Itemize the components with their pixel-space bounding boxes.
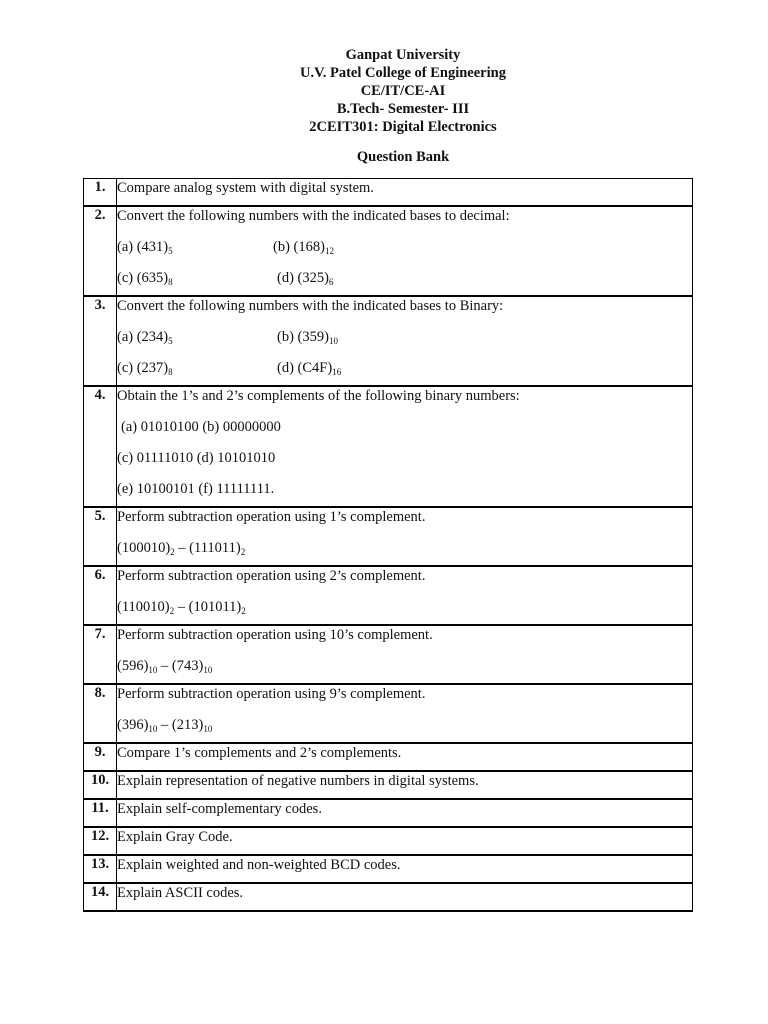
option-c: (c) $(237)_8$ <box>117 360 173 377</box>
question-text: Compare analog system with digital system. <box>117 180 374 196</box>
question-row <box>84 743 693 771</box>
question-body <box>117 855 693 883</box>
question-text: Perform subtraction operation using 9’s complement. <box>117 686 426 702</box>
page-title: Question Bank <box>356 149 450 165</box>
question-row <box>84 179 693 207</box>
question-body <box>117 883 693 911</box>
question-body <box>117 566 693 625</box>
question-body <box>117 296 693 386</box>
question-text: Explain representation of negative numbers in digital systems. <box>117 773 479 789</box>
question-row <box>84 296 693 386</box>
question-row <box>84 771 693 799</box>
question-text: Explain Gray Code. <box>117 829 233 845</box>
question-row <box>84 206 693 296</box>
expression-line: $(110010)_2 - (101011)_2$ <box>117 599 246 616</box>
question-body <box>117 386 693 507</box>
question-body <box>117 827 693 855</box>
question-number: 8. <box>84 684 117 743</box>
course-name: 2CEIT301: Digital Electronics <box>309 119 497 135</box>
college-name: U.V. Patel College of Engineering <box>300 65 506 81</box>
option-b: (b) $(168)_{12}$ <box>273 239 334 256</box>
question-number: 1. <box>84 179 117 207</box>
option-line: (c) 01111010 (d) 10101010 <box>117 450 276 466</box>
question-body <box>117 743 693 771</box>
option-line <box>117 359 692 385</box>
question-number: 2. <box>84 206 117 296</box>
question-text: Convert the following numbers with the indicated bases to Binary: <box>117 298 504 314</box>
question-body <box>117 507 693 566</box>
semester-name: B.Tech- Semester- III <box>336 101 470 117</box>
question-number: 11. <box>84 799 117 827</box>
option-d: (d) $(325)_6$ <box>277 270 334 287</box>
question-text: Explain self-complementary codes. <box>117 801 322 817</box>
option-b: (b) $(359)_{10}$ <box>277 329 338 346</box>
question-text: Explain ASCII codes. <box>117 885 244 901</box>
question-body <box>117 206 693 296</box>
option-line <box>117 238 692 269</box>
expression-line: $(100010)_2 - (111011)_2$ <box>117 540 246 557</box>
question-number: 9. <box>84 743 117 771</box>
question-row <box>84 855 693 883</box>
option-line <box>117 269 692 295</box>
branch-name: CE/IT/CE-AI <box>360 83 446 99</box>
question-row <box>84 507 693 566</box>
option-a: (a) $(431)_5$ <box>117 239 173 256</box>
question-body <box>117 799 693 827</box>
question-text: Compare 1’s complements and 2’s complements. <box>117 745 402 761</box>
document-header <box>0 46 768 166</box>
question-row <box>84 799 693 827</box>
question-number: 6. <box>84 566 117 625</box>
question-body <box>117 684 693 743</box>
question-text: Explain weighted and non-weighted BCD codes. <box>117 857 401 873</box>
question-number: 4. <box>84 386 117 507</box>
question-table <box>83 178 693 912</box>
expression-line: $(396)_{10} - (213)_{10}$ <box>117 717 213 734</box>
option-line: (a) 01010100 (b) 00000000 <box>121 419 281 435</box>
option-line: (e) 10100101 (f) 11111111. <box>117 481 275 497</box>
question-number: 10. <box>84 771 117 799</box>
question-body <box>117 179 693 207</box>
option-a: (a) $(234)_5$ <box>117 329 173 346</box>
question-text: Obtain the 1’s and 2’s complements of the following binary numbers: <box>117 388 520 404</box>
question-row <box>84 566 693 625</box>
question-row <box>84 827 693 855</box>
question-row <box>84 883 693 911</box>
expression-line: $(596)_{10} - (743)_{10}$ <box>117 658 213 675</box>
question-number: 12. <box>84 827 117 855</box>
question-body <box>117 771 693 799</box>
question-number: 7. <box>84 625 117 684</box>
question-row <box>84 386 693 507</box>
question-text: Perform subtraction operation using 10’s complement. <box>117 627 433 643</box>
question-body <box>117 625 693 684</box>
question-row <box>84 684 693 743</box>
question-text: Convert the following numbers with the indicated bases to decimal: <box>117 208 510 224</box>
option-line <box>117 328 692 359</box>
question-row <box>84 625 693 684</box>
university-name: Ganpat University <box>345 47 461 63</box>
question-number: 5. <box>84 507 117 566</box>
option-d: (d) $(C4F)_{16}$ <box>277 360 342 377</box>
question-number: 13. <box>84 855 117 883</box>
question-text: Perform subtraction operation using 1’s complement. <box>117 509 426 525</box>
question-text: Perform subtraction operation using 2’s complement. <box>117 568 426 584</box>
question-number: 14. <box>84 883 117 911</box>
question-number: 3. <box>84 296 117 386</box>
option-c: (c) $(635)_8$ <box>117 270 173 287</box>
